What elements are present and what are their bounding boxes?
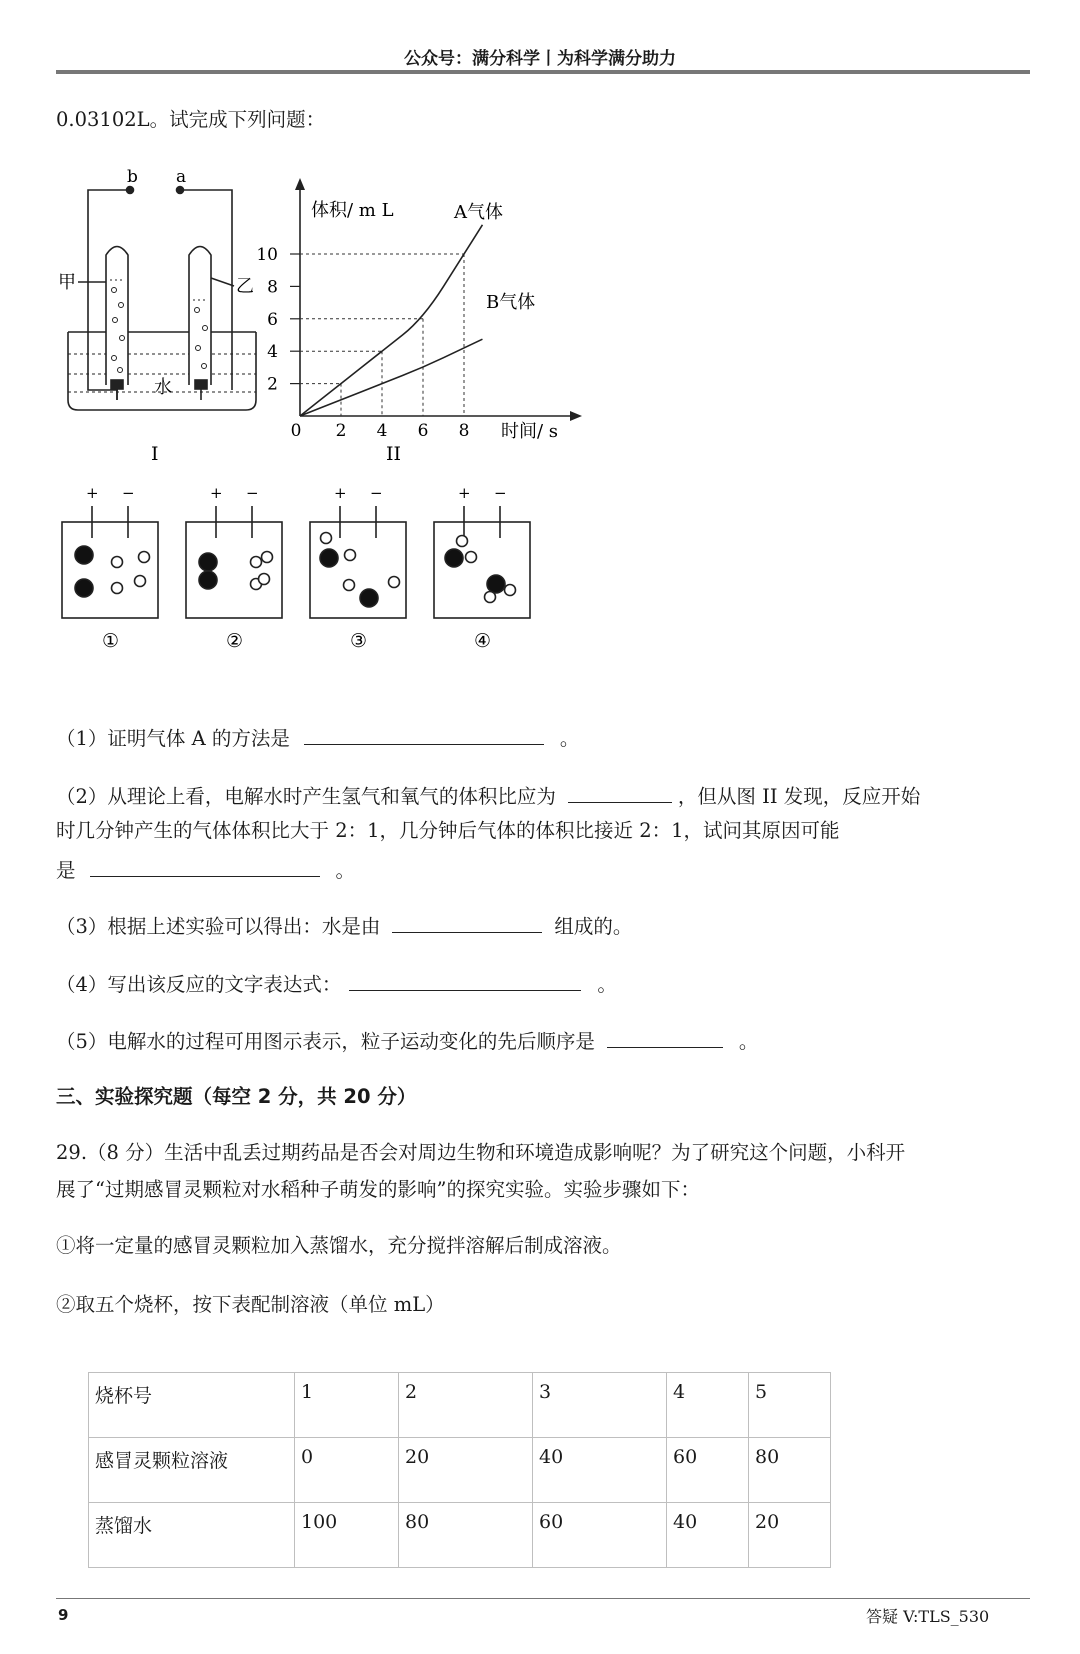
caption-4: ④	[474, 630, 492, 652]
question-2-line-2: 时几分钟产生的气体体积比大于 2：1，几分钟后气体的体积比接近 2：1，试问其原因可能	[56, 819, 840, 842]
table-cell: 80	[749, 1438, 831, 1503]
x-tick-label: 2	[335, 421, 347, 441]
question-2-line-3-text: 是	[56, 859, 76, 882]
x-tick-label: 0	[290, 421, 302, 441]
box2-minus: −	[246, 484, 259, 502]
table-cell: 烧杯号	[89, 1373, 295, 1438]
page-header-title: 公众号：满分科学丨为科学满分助力	[404, 49, 676, 69]
q29-line-1: 29.（8 分）生活中乱丢过期药品是否会对周边生物和环境造成影响呢？为了研究这个问题，小科开	[56, 1141, 906, 1164]
particle-diagram-1	[62, 506, 158, 618]
question-2-middle: ，但从图 II 发现，反应开始	[677, 785, 921, 808]
table-cell: 3	[533, 1373, 667, 1438]
table-cell: 40	[533, 1438, 667, 1503]
box4-minus: −	[494, 484, 507, 502]
figure-i-caption: I	[151, 443, 159, 465]
question-1-end: 。	[559, 727, 580, 750]
question-1-text: （1）证明气体 A 的方法是	[56, 727, 290, 750]
question-3-end: 组成的。	[554, 915, 633, 938]
caption-1: ①	[102, 630, 120, 652]
question-3-text: （3）根据上述实验可以得出：水是由	[56, 915, 381, 938]
section-3-title: 三、实验探究题（每空 2 分，共 20 分）	[56, 1085, 417, 1108]
y-tick-label: 6	[267, 309, 278, 330]
answer-blank-3[interactable]	[392, 912, 542, 933]
table-cell: 4	[667, 1373, 749, 1438]
question-2-line-3	[56, 856, 355, 883]
figure-ii-caption: II	[386, 443, 402, 465]
table-cell: 2	[399, 1373, 533, 1438]
q29-step-2: ②取五个烧杯，按下表配制溶液（单位 mL）	[56, 1293, 445, 1316]
box4-plus: +	[458, 484, 471, 502]
question-3	[56, 912, 632, 939]
table-row	[89, 1503, 831, 1568]
table-row	[89, 1373, 831, 1438]
question-2-line-1	[56, 782, 920, 809]
series-line-b	[300, 339, 482, 416]
question-4-text: （4）写出该反应的文字表达式：	[56, 973, 342, 996]
y-tick-label: 4	[267, 342, 278, 363]
y-tick-label: 2	[267, 374, 278, 395]
x-tick-label: 4	[376, 421, 388, 441]
terminal-b-label: b	[127, 167, 138, 187]
question-4	[56, 970, 617, 997]
q29-line-2: 展了“过期感冒灵颗粒对水稻种子萌发的影响”的探究实验。实验步骤如下：	[56, 1178, 700, 1201]
question-5	[56, 1027, 758, 1054]
chart-xlabel: 时间/ s	[501, 421, 559, 442]
x-tick-label: 8	[458, 421, 470, 441]
table-cell: 20	[749, 1503, 831, 1568]
table-cell: 80	[399, 1503, 533, 1568]
x-tick-label: 6	[417, 421, 429, 441]
table-row	[89, 1438, 831, 1503]
answer-blank-4[interactable]	[349, 970, 581, 991]
caption-2: ②	[226, 630, 244, 652]
table-cell: 感冒灵颗粒溶液	[89, 1438, 295, 1503]
question-5-text: （5）电解水的过程可用图示表示，粒子运动变化的先后顺序是	[56, 1030, 595, 1053]
answer-blank-2a[interactable]	[568, 782, 672, 803]
y-tick-label: 8	[267, 277, 278, 298]
terminal-a-label: a	[176, 167, 187, 187]
particle-diagram-3	[310, 506, 406, 618]
table-cell: 100	[295, 1503, 399, 1568]
series-b-label: B气体	[486, 292, 536, 313]
box1-plus: +	[86, 484, 99, 502]
table-cell: 60	[533, 1503, 667, 1568]
table-cell: 5	[749, 1373, 831, 1438]
table-cell: 40	[667, 1503, 749, 1568]
box3-plus: +	[334, 484, 347, 502]
question-2-end: 。	[335, 859, 356, 882]
particle-diagrams	[62, 506, 530, 618]
particle-diagram-4	[434, 506, 530, 618]
question-5-end: 。	[738, 1030, 759, 1053]
table-cell: 1	[295, 1373, 399, 1438]
tube-yi-label: 乙	[236, 276, 254, 297]
footer-divider	[56, 1598, 1030, 1599]
q29-step-1: ①将一定量的感冒灵颗粒加入蒸馏水，充分搅拌溶解后制成溶液。	[56, 1234, 622, 1257]
box3-minus: −	[370, 484, 383, 502]
chart-ylabel: 体积/ m L	[311, 200, 394, 221]
experiment-figures	[56, 160, 596, 660]
tube-jia-label: 甲	[58, 272, 76, 293]
table-cell: 60	[667, 1438, 749, 1503]
water-label: 水	[154, 377, 172, 398]
series-a-label: A气体	[454, 202, 503, 223]
table-cell: 蒸馏水	[89, 1503, 295, 1568]
answer-blank-1[interactable]	[304, 724, 544, 745]
header-divider	[56, 70, 1030, 74]
question-2-text: （2）从理论上看，电解水时产生氢气和氧气的体积比应为	[56, 785, 556, 808]
caption-3: ③	[350, 630, 368, 652]
question-1	[56, 724, 579, 751]
table-cell: 20	[399, 1438, 533, 1503]
question-4-end: 。	[597, 973, 617, 996]
answer-blank-5[interactable]	[607, 1027, 723, 1048]
particle-diagram-2	[186, 506, 282, 618]
table-cell: 0	[295, 1438, 399, 1503]
intro-text: 0.03102L。试完成下列问题：	[56, 108, 326, 131]
footer-contact: 答疑 V:TLS_530	[866, 1607, 990, 1626]
answer-blank-2b[interactable]	[90, 856, 320, 877]
page-number: 9	[58, 1606, 69, 1624]
box1-minus: −	[122, 484, 135, 502]
y-tick-label: 10	[256, 245, 278, 265]
box2-plus: +	[210, 484, 223, 502]
solution-table	[88, 1372, 831, 1568]
